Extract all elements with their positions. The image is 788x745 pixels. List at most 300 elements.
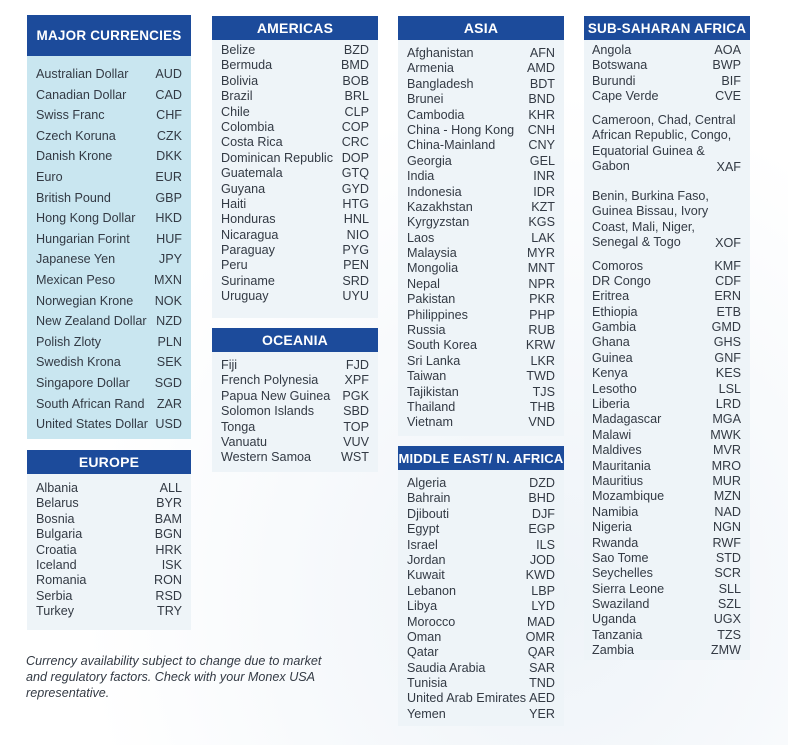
currency-code: TJS <box>532 384 555 399</box>
list-item <box>592 320 741 335</box>
currency-code: VUV <box>343 434 369 449</box>
currency-name: Uruguay <box>221 289 269 304</box>
list-item <box>592 628 741 643</box>
currency-code: STD <box>715 550 741 565</box>
oceania-list <box>212 352 378 466</box>
currency-code: BWP <box>712 58 741 73</box>
list-item <box>407 92 555 107</box>
oceania-header: OCEANIA <box>212 328 378 352</box>
currency-name: Czech Koruna <box>36 128 116 143</box>
currency-name: Cape Verde <box>592 89 659 104</box>
currency-code: SGD <box>154 375 182 390</box>
currency-code: MGA <box>712 412 741 427</box>
currency-name: Benin, Burkina Faso, Guinea Bissau, Ivory Coast, Mali, Niger, Senegal & Togo <box>592 188 709 250</box>
currency-name: Dominican Republic <box>221 150 333 165</box>
currency-name: Canadian Dollar <box>36 87 127 102</box>
middle-east-panel <box>398 446 564 726</box>
europe-header: EUROPE <box>27 450 191 474</box>
currency-name: Armenia <box>407 61 454 76</box>
currency-name: United Arab Emirates <box>407 691 526 706</box>
currency-name: Chile <box>221 104 250 119</box>
list-item <box>407 231 555 246</box>
list-item <box>36 229 182 250</box>
list-item <box>36 414 182 435</box>
americas-panel <box>212 16 378 318</box>
currency-name: Cambodia <box>407 107 465 122</box>
currency-name: Comoros <box>592 258 644 273</box>
currency-name: Serbia <box>36 588 73 603</box>
currency-name: Burundi <box>592 73 636 88</box>
currency-code: NGN <box>713 520 741 535</box>
currency-code: BIF <box>721 73 741 88</box>
currency-name: Iceland <box>36 557 77 572</box>
currency-name: China - Hong Kong <box>407 122 515 137</box>
currency-code: CHF <box>156 108 182 123</box>
europe-list <box>27 474 191 620</box>
list-item <box>221 197 369 212</box>
list-item <box>407 553 555 568</box>
list-item <box>592 274 741 289</box>
currency-code: RUB <box>528 323 555 338</box>
currency-code: SLL <box>718 581 741 596</box>
currency-name: Vanuatu <box>221 434 267 449</box>
major-currencies-header: MAJOR CURRENCIES <box>27 15 191 56</box>
currency-name: Brazil <box>221 89 253 104</box>
list-item <box>221 258 369 273</box>
currency-name: Albania <box>36 481 79 495</box>
currency-name: Russia <box>407 323 446 338</box>
list-item <box>221 420 369 435</box>
list-item <box>407 476 555 491</box>
currency-code: JPY <box>158 252 182 267</box>
currency-code: ISK <box>161 557 182 572</box>
list-item <box>407 491 555 506</box>
currency-name: Euro <box>36 169 63 184</box>
europe-panel <box>27 450 191 630</box>
currency-name: Bosnia <box>36 511 75 526</box>
currency-name: Seychelles <box>592 566 653 581</box>
currency-code: GBP <box>155 190 182 205</box>
list-item <box>407 369 555 384</box>
currency-code: DKK <box>156 149 182 164</box>
currency-name: French Polynesia <box>221 373 319 388</box>
currency-code: MNT <box>527 261 555 276</box>
list-item <box>592 536 741 551</box>
currency-code: PYG <box>342 243 369 258</box>
oceania-panel <box>212 328 378 472</box>
currency-name: Belarus <box>36 496 79 511</box>
currency-code: OMR <box>525 629 555 644</box>
currency-code: AUD <box>155 67 182 81</box>
list-item <box>592 597 741 612</box>
currency-name: Norwegian Krone <box>36 293 134 308</box>
currency-code: EGP <box>528 522 555 537</box>
currency-code: CNY <box>528 138 555 153</box>
currency-code: CZK <box>156 128 182 143</box>
currency-code: PHP <box>529 307 555 322</box>
currency-code: DZD <box>529 476 555 490</box>
list-item <box>407 138 555 153</box>
currency-name: Danish Krone <box>36 149 113 164</box>
list-item <box>36 188 182 209</box>
list-item <box>221 450 369 465</box>
currency-code: MAD <box>527 614 555 629</box>
currency-name: Ethiopia <box>592 304 638 319</box>
currency-code: DOP <box>341 150 369 165</box>
currency-code: BHD <box>528 491 555 506</box>
currency-name: South African Rand <box>36 396 145 411</box>
currency-code: USD <box>155 417 182 432</box>
list-item <box>592 566 741 581</box>
currency-code: WST <box>341 450 369 465</box>
currency-code: NAD <box>714 504 741 519</box>
currency-name: Belize <box>221 43 256 57</box>
list-item <box>36 604 182 619</box>
list-item <box>592 366 741 381</box>
list-item <box>221 43 369 58</box>
list-item <box>221 212 369 227</box>
currency-name: Kyrgyzstan <box>407 215 470 230</box>
list-item <box>407 154 555 169</box>
currency-code: MWK <box>710 427 741 442</box>
currency-code: KRW <box>525 338 555 353</box>
currency-code: ERN <box>714 289 741 304</box>
currency-code: XOF <box>715 235 741 250</box>
currency-code: CVE <box>715 89 741 104</box>
currency-name: Indonesia <box>407 184 462 199</box>
currency-name: Madagascar <box>592 412 662 427</box>
currency-code: MZN <box>713 489 741 504</box>
list-item <box>36 481 182 496</box>
currency-name: Libya <box>407 599 438 614</box>
list-item <box>36 573 182 588</box>
currency-name: Solomon Islands <box>221 404 315 419</box>
list-item <box>407 61 555 76</box>
currency-name: Bolivia <box>221 73 259 88</box>
currency-name: Malawi <box>592 427 632 442</box>
currency-name: Guyana <box>221 181 266 196</box>
currency-code: BGN <box>154 527 182 542</box>
currency-name: Bahrain <box>407 491 451 506</box>
asia-list <box>398 40 564 431</box>
list-item <box>407 308 555 323</box>
currency-code: CNH <box>527 122 555 137</box>
currency-name: Colombia <box>221 119 275 134</box>
sub-saharan-africa-panel <box>584 16 750 660</box>
currency-name: Cameroon, Chad, Central African Republic, Congo, Equatorial Guinea & Gabon <box>592 112 736 174</box>
list-item <box>407 522 555 537</box>
currency-code: QAR <box>527 645 555 660</box>
currency-name: Rwanda <box>592 535 639 550</box>
list-item <box>36 373 182 394</box>
currency-name: Guinea <box>592 350 633 365</box>
currency-name: Israel <box>407 537 438 552</box>
currency-code: CAD <box>155 87 182 102</box>
currency-name: Tonga <box>221 419 256 434</box>
list-item <box>592 89 741 104</box>
currency-name: Lebanon <box>407 583 457 598</box>
currency-name: Eritrea <box>592 289 630 304</box>
list-item <box>407 323 555 338</box>
currency-name: Ghana <box>592 335 630 350</box>
currency-code: TRY <box>157 604 182 619</box>
list-item <box>221 120 369 135</box>
list-item <box>407 338 555 353</box>
currency-name: Sri Lanka <box>407 353 461 368</box>
list-item <box>221 105 369 120</box>
currency-name: Egypt <box>407 522 440 537</box>
currency-name: Guatemala <box>221 166 283 181</box>
currency-name: Bermuda <box>221 58 273 73</box>
currency-code: SEK <box>156 355 182 370</box>
americas-header: AMERICAS <box>212 16 378 40</box>
currency-code: NPR <box>528 276 555 291</box>
list-item <box>592 551 741 566</box>
currency-code: CRC <box>341 135 369 150</box>
list-item <box>592 428 741 443</box>
currency-code: XPF <box>344 373 369 388</box>
currency-name: Sierra Leone <box>592 581 665 596</box>
list-item <box>36 589 182 604</box>
currency-name: Romania <box>36 573 87 588</box>
list-item <box>221 135 369 150</box>
list-item <box>407 246 555 261</box>
list-item <box>592 382 741 397</box>
list-item <box>592 443 741 458</box>
list-item <box>407 568 555 583</box>
list-item <box>592 412 741 427</box>
currency-code: SBD <box>343 404 369 419</box>
currency-code: PLN <box>157 334 182 349</box>
currency-name: Kazakhstan <box>407 199 473 214</box>
list-item <box>407 169 555 184</box>
currency-name: Swiss Franc <box>36 108 105 123</box>
list-item <box>221 89 369 104</box>
currency-code: SRD <box>342 273 369 288</box>
currency-code: KWD <box>525 568 555 583</box>
currency-code: KZT <box>531 199 555 214</box>
list-item <box>592 335 741 350</box>
currency-name: Swedish Krona <box>36 355 121 370</box>
list-item <box>407 277 555 292</box>
currency-code: VND <box>528 415 555 430</box>
currency-code: SAR <box>529 660 555 675</box>
currency-code: TND <box>529 676 555 691</box>
list-item <box>36 527 182 542</box>
currency-code: YER <box>529 706 555 721</box>
currency-code: NOK <box>154 293 182 308</box>
list-item <box>36 496 182 511</box>
currency-name: Kuwait <box>407 568 445 583</box>
list-item <box>407 538 555 553</box>
currency-name: Tajikistan <box>407 384 459 399</box>
currency-code: HKD <box>155 211 182 226</box>
list-item <box>407 400 555 415</box>
currency-code: PGK <box>342 388 369 403</box>
currency-name: Sao Tome <box>592 550 649 565</box>
currency-name: Angola <box>592 43 632 57</box>
currency-code: GEL <box>529 153 555 168</box>
currency-name: Mauritania <box>592 458 651 473</box>
list-item <box>407 200 555 215</box>
list-item <box>221 358 369 373</box>
currency-name: Polish Zloty <box>36 334 102 349</box>
currency-code: CLP <box>344 104 369 119</box>
currency-name: Mozambique <box>592 489 665 504</box>
currency-name: Laos <box>407 230 435 245</box>
list-item <box>36 85 182 106</box>
currency-name: Kenya <box>592 366 628 381</box>
currency-code: NIO <box>346 227 369 242</box>
americas-list <box>212 40 378 305</box>
list-item <box>592 489 741 504</box>
currency-code: LYD <box>531 599 555 614</box>
currency-code: LSL <box>718 381 741 396</box>
major-currencies-list <box>27 56 191 435</box>
currency-name: British Pound <box>36 190 111 205</box>
currency-code: CDF <box>715 273 741 288</box>
list-item <box>36 352 182 373</box>
currency-name: Japanese Yen <box>36 252 116 267</box>
list-item <box>221 435 369 450</box>
currency-code: EUR <box>155 169 182 184</box>
currency-name: Afghanistan <box>407 46 474 60</box>
middle-east-list <box>398 470 564 722</box>
currency-name: Yemen <box>407 706 446 721</box>
currency-name: Australian Dollar <box>36 67 129 81</box>
list-item <box>592 505 741 520</box>
currency-code: FJD <box>345 358 369 372</box>
list-item <box>592 259 741 274</box>
currency-name: Mongolia <box>407 261 459 276</box>
currency-code: GHS <box>713 335 741 350</box>
currency-code: UYU <box>342 289 369 304</box>
currency-code: COP <box>341 119 369 134</box>
currency-name: Western Samoa <box>221 450 312 465</box>
list-item <box>407 385 555 400</box>
list-item <box>221 228 369 243</box>
currency-code: BDT <box>529 76 555 91</box>
list-item <box>407 415 555 430</box>
currency-name: Nepal <box>407 276 440 291</box>
list-item <box>36 394 182 415</box>
currency-name: Costa Rica <box>221 135 283 150</box>
currency-code: SZL <box>717 597 741 612</box>
major-currencies-panel <box>27 15 191 439</box>
currency-code: ALL <box>159 481 182 495</box>
currency-code: IDR <box>533 184 555 199</box>
list-item <box>592 305 741 320</box>
currency-name: Nicaragua <box>221 227 279 242</box>
currency-code: HTG <box>342 196 369 211</box>
currency-name: Georgia <box>407 153 452 168</box>
list-item <box>221 243 369 258</box>
asia-header: ASIA <box>398 16 564 40</box>
list-item <box>221 289 369 304</box>
currency-name: Maldives <box>592 443 642 458</box>
currency-code: THB <box>529 399 555 414</box>
currency-name: Botswana <box>592 58 648 73</box>
currency-code: KMF <box>714 258 741 273</box>
currency-code: MUR <box>712 473 741 488</box>
currency-code: BYR <box>156 496 182 511</box>
currency-code: TOP <box>343 419 369 434</box>
currency-code: LKR <box>530 353 555 368</box>
currency-code: JOD <box>529 552 555 567</box>
currency-name: Nigeria <box>592 520 632 535</box>
currency-name: Taiwan <box>407 369 447 384</box>
list-item <box>407 507 555 522</box>
currency-code: MXN <box>154 272 182 287</box>
currency-code: GTQ <box>341 166 369 181</box>
list-item <box>407 215 555 230</box>
list-item <box>592 351 741 366</box>
currency-code: GMD <box>711 320 741 335</box>
currency-code: AED <box>529 691 555 706</box>
list-item <box>407 123 555 138</box>
currency-name: New Zealand Dollar <box>36 314 147 329</box>
availability-note: Currency availability subject to change due to market and regulatory factors. Check with your Monex USA representative. <box>26 654 322 700</box>
currency-code: KES <box>715 366 741 381</box>
list-item <box>36 208 182 229</box>
list-item <box>221 182 369 197</box>
currency-name: Hungarian Forint <box>36 231 130 246</box>
list-item <box>221 274 369 289</box>
currency-code: LRD <box>715 397 741 412</box>
list-item <box>592 58 741 73</box>
currency-code: ETB <box>716 304 741 319</box>
list-item <box>36 167 182 188</box>
list-item <box>407 691 555 706</box>
middle-east-header: MIDDLE EAST/ N. AFRICA <box>398 446 564 470</box>
currency-code: RWF <box>712 535 741 550</box>
list-item <box>592 74 741 89</box>
list-item <box>221 151 369 166</box>
currency-name: Tanzania <box>592 627 643 642</box>
currency-code: GYD <box>341 181 369 196</box>
list-item <box>36 146 182 167</box>
list-item <box>36 64 182 85</box>
currency-name: Paraguay <box>221 243 275 258</box>
currency-name: Haiti <box>221 196 247 211</box>
list-item <box>407 292 555 307</box>
currency-code: BMD <box>341 58 369 73</box>
currency-code: RSD <box>155 588 182 603</box>
list-item <box>221 166 369 181</box>
list-item <box>407 261 555 276</box>
currency-name: Bangladesh <box>407 76 474 91</box>
list-item <box>407 108 555 123</box>
currency-code: AOA <box>714 43 741 57</box>
currency-code: TWD <box>526 369 555 384</box>
list-item <box>592 397 741 412</box>
list-item <box>407 354 555 369</box>
list-item <box>221 74 369 89</box>
currency-code: BND <box>528 92 555 107</box>
currency-name: Lesotho <box>592 381 637 396</box>
currency-code: KHR <box>528 107 555 122</box>
currency-code: MYR <box>527 246 555 261</box>
currency-code: BOB <box>342 73 369 88</box>
currency-name: Algeria <box>407 476 447 490</box>
currency-name: Zambia <box>592 643 634 658</box>
currency-name: India <box>407 169 435 184</box>
currency-code: XAF <box>716 159 741 174</box>
currency-code: ZAR <box>156 396 182 411</box>
list-item <box>592 643 741 658</box>
list-item <box>36 311 182 332</box>
currency-code: ZMW <box>710 643 741 658</box>
